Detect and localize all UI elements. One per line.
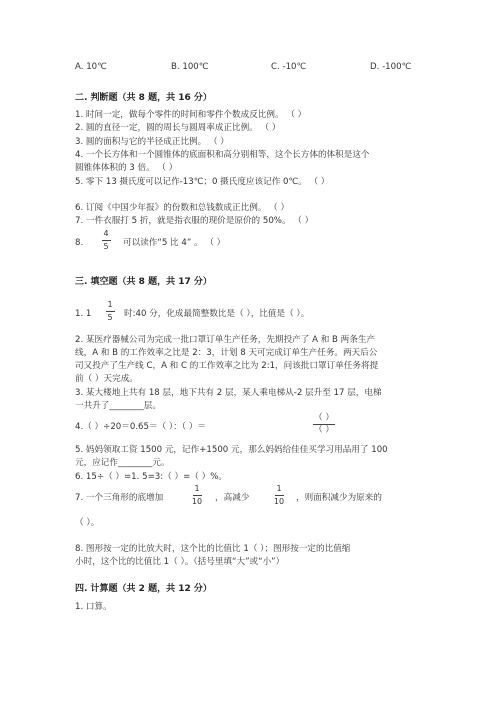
fill-q1-text: 时:40 分，化成最简整数比是（ ），比值是（ ）。 bbox=[124, 309, 310, 319]
fill-q3-line1: 3. 某大楼地上共有 18 层，地下共有 2 层，某人乘电梯从-2 层升至 17 层，电梯 bbox=[75, 388, 382, 398]
fraction-bar bbox=[193, 495, 202, 496]
fill-q7-text-end: ，则面积减少为原来的 bbox=[296, 493, 382, 503]
fraction-denominator: 5 bbox=[107, 313, 113, 322]
answer-options bbox=[0, 62, 500, 76]
fraction-denominator: 5 bbox=[103, 242, 109, 251]
option-a: A. 10℃ bbox=[75, 62, 107, 72]
judgement-q2: 2. 圆的直径一定，圆的周长与圆周率成正比例。 （ ） bbox=[75, 123, 281, 133]
section-title-calculation: 四. 计算题（共 2 题，共 12 分） bbox=[75, 584, 212, 594]
fill-q5-line2: 元，应记作________元。 bbox=[75, 458, 170, 468]
fraction-denominator: 10 bbox=[191, 497, 203, 506]
judgement-q1: 1. 时间一定，做每个零件的时间和零件个数成反比例。 （ ） bbox=[75, 110, 307, 120]
fill-q4-text: 4.（ ）÷20＝0.65＝（ ）：（ ）＝ bbox=[75, 422, 207, 432]
judgement-q8-text: 可以读作“5 比 4” 。 （ ） bbox=[123, 238, 226, 248]
judgement-q3: 3. 圆的面积与它的半径成正比例。 （ ） bbox=[75, 137, 229, 147]
fill-q2-line1: 2. 某医疗器械公司为完成一批口罩订单生产任务，先期投产了 A 和 B 两条生产 bbox=[75, 335, 376, 345]
fraction-numerator-blank: （ ） bbox=[314, 413, 334, 423]
fraction-numerator: 1 bbox=[276, 484, 282, 493]
judgement-q8-number: 8. bbox=[75, 238, 84, 248]
fill-q7-fraction-1 bbox=[189, 484, 205, 507]
fill-q6: 6. 15÷（ ）=1. 5=3:（ ）=（ ）%。 bbox=[75, 472, 227, 482]
fill-q7-text-mid: ，高减少 bbox=[215, 493, 250, 503]
calculation-q1: 1. 口算。 bbox=[75, 602, 112, 612]
fraction-bar bbox=[106, 311, 115, 312]
fill-q2-line4: 前（ ）天完成。 bbox=[75, 374, 138, 384]
fill-q1-number: 1. 1 bbox=[75, 309, 92, 319]
fraction-numerator: 4 bbox=[103, 229, 109, 238]
fill-q3-line2: 一共升了________层。 bbox=[75, 401, 161, 411]
fill-q1-fraction bbox=[104, 300, 116, 323]
judgement-q5: 5. 零下 13 摄氏度可以记作-13℃；0 摄氏度应该记作 0℃。 （ ） bbox=[75, 177, 330, 187]
fraction-denominator: 10 bbox=[273, 497, 285, 506]
fraction-bar bbox=[275, 495, 284, 496]
judgement-q6: 6. 订阅《中国少年报》的份数和总钱数成正比例。 （ ） bbox=[75, 203, 290, 213]
option-c: C. -10℃ bbox=[271, 62, 307, 72]
option-d: D. -100℃ bbox=[370, 62, 412, 72]
judgement-q4-line1: 4. 一个长方体和一个圆锥体的底面积和高分别相等，这个长方体的体积是这个 bbox=[75, 150, 370, 160]
fill-q5-line1: 5. 妈妈领取工资 1500 元，记作+1500 元，那么妈妈给佳佳买学习用品用了 100 bbox=[75, 445, 388, 455]
fraction-bar bbox=[102, 240, 111, 241]
fraction-numerator: 1 bbox=[194, 484, 200, 493]
section-title-fill-blank: 三. 填空题（共 8 题，共 17 分） bbox=[75, 277, 212, 287]
fill-q7-text-start: 7. 一个三角形的底增加 bbox=[75, 493, 164, 503]
fill-q7-fraction-2 bbox=[271, 484, 287, 507]
judgement-q8-fraction bbox=[100, 229, 112, 252]
fill-q8-line1: 8. 图形按一定的比放大时，这个比的比值比 1（ ）；图形按一定的比值缩 bbox=[75, 544, 351, 554]
fill-q2-line3: 司又投产了生产线 C，A 和 C 的工作效率之比为 2:1，问该批口罩订单任务将提 bbox=[75, 361, 379, 371]
fill-q8-line2: 小时，这个比的比值比 1（ ）。（括号里填“大”或“小”） bbox=[75, 557, 285, 567]
section-title-judgement: 二. 判断题（共 8 题，共 16 分） bbox=[75, 93, 212, 103]
fill-q7-blank: （ ）。 bbox=[75, 518, 100, 528]
judgement-q4-line2: 圆锥体体积的 3 倍。 （ ） bbox=[75, 163, 178, 173]
judgement-q7: 7. 一件衣服打 5 折，就是指衣服的现价是原价的 50%。 （ ） bbox=[75, 216, 314, 226]
option-b: B. 100℃ bbox=[171, 62, 209, 72]
fraction-denominator-blank: （ ） bbox=[314, 425, 334, 435]
fill-q2-line2: 线，A 和 B 的工作效率之比是 2：3，计划 8 天可完成订单生产任务。两天后公 bbox=[75, 348, 378, 358]
fraction-numerator: 1 bbox=[107, 300, 113, 309]
fill-q4-fraction-blank bbox=[313, 413, 335, 436]
